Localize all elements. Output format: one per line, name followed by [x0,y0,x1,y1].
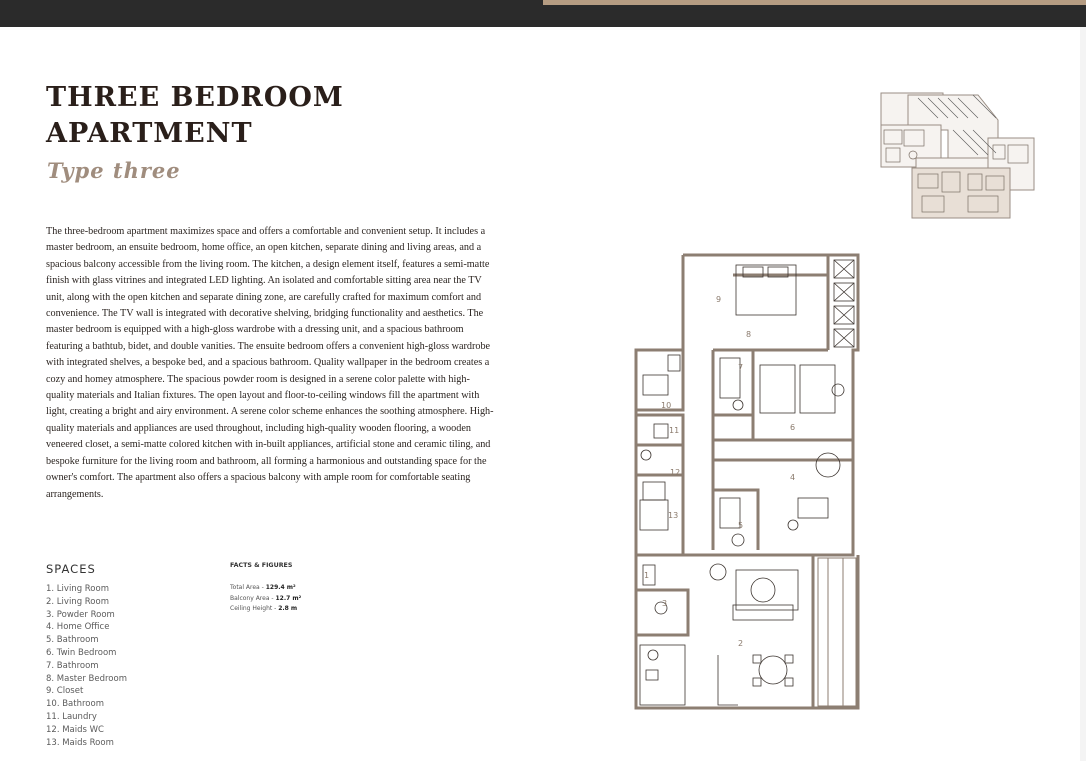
space-item: 9. Closet [46,686,84,697]
total-area [230,583,301,594]
space-item: 3. Powder Room [46,609,115,620]
title-line-2: APARTMENT [46,118,253,149]
room-number-6: 6 [790,423,796,432]
room-number-3: 3 [662,599,668,608]
space-item: 7. Bathroom [46,660,99,671]
room-number-1: 1 [644,571,650,580]
top-bar [0,0,1086,27]
room-number-13: 13 [668,511,679,520]
room-number-10: 10 [661,401,672,410]
space-item: 2. Living Room [46,596,109,607]
facts-heading: FACTS & FIGURES [230,562,293,569]
space-item: 8. Master Bedroom [46,673,127,684]
title-line-1: THREE BEDROOM [46,82,344,113]
space-item: 12. Maids WC [46,724,104,735]
apartment-description: The three-bedroom apartment maximizes space and offers a comfortable and convenient setup. It includes a master bedroom, an ensuite bedroom, home office, an open kitchen, separate dining and living areas, and a spacious balcony accessible from the living room. The kitchen, a design element itself, features a semi-matte finish with glass vitrines and integrated LED lighting. An isolated and comfortable sitting area near the TV unit, along with the open kitchen and separate dining zone, are carefully crafted for maximum comfort and convenience. The TV wall is integrated with decorative shelving, bridging functionality and aesthetics. The master bedroom is equipped with a high-gloss wardrobe with a dressing unit, and a spacious bathroom featuring a bathtub, bidet, and double vanities. The ensuite bedroom offers a convenient high-gloss wardrobe with integrated shelves, a bespoke bed, and a spacious bathroom. Quality wallpaper in the bedroom creates a cozy and homey atmosphere. The spacious powder room is designed in a serene color palette with high-quality materials and Italian fixtures. The open layout and floor-to-ceiling windows fill the apartment with light, creating a bright and airy environment. A serene color scheme enhances the soothing atmosphere. High-quality materials and appliances are used throughout, including high-quality wooden flooring, a wooden veneered closet, a semi-matte colored kitchen with in-built appliances, artificial stone and ceramic tiling, and bespoke furniture for the living room and bathroom, all forming a harmonious and outstanding space for the owner's comfort. The apartment also offers a spacious balcony with ample room for comfortable seating arrangements. [46,226,494,500]
page-subtitle: Type three [47,158,181,183]
room-number-5: 5 [738,521,744,530]
floor-plan-image [628,250,863,712]
spaces-heading: SPACES [46,562,96,576]
space-item: 5. Bathroom [46,635,99,646]
total-area-value: 129.4 m² [265,584,296,591]
room-number-4: 4 [790,473,796,482]
balcony-area-label: Balcony Area - [230,594,276,602]
room-number-2: 2 [738,639,744,648]
total-area-label: Total Area - [230,584,266,591]
room-number-11: 11 [669,426,680,435]
room-number-12: 12 [670,468,681,477]
balcony-area [230,594,301,605]
facts-list [230,583,301,615]
key-plan-image [878,90,1038,220]
room-number-8: 8 [746,330,752,339]
ceiling-height-label: Ceiling Height - [230,605,279,612]
space-item: 11. Laundry [46,711,97,722]
page-title [46,80,344,152]
ceiling-height [230,604,301,615]
balcony-area-value: 12.7 m² [275,594,302,602]
spaces-list [46,583,127,749]
page-edge [1080,27,1086,761]
room-number-9: 9 [716,295,722,304]
space-item: 10. Bathroom [46,699,104,710]
ceiling-height-value: 2.8 m [278,605,298,612]
room-number-7: 7 [738,363,744,372]
space-item: 6. Twin Bedroom [46,647,117,658]
space-item: 13. Maids Room [46,737,114,748]
header-photo-strip [543,0,1086,5]
space-item: 1. Living Room [46,584,109,594]
space-item: 4. Home Office [46,622,110,633]
